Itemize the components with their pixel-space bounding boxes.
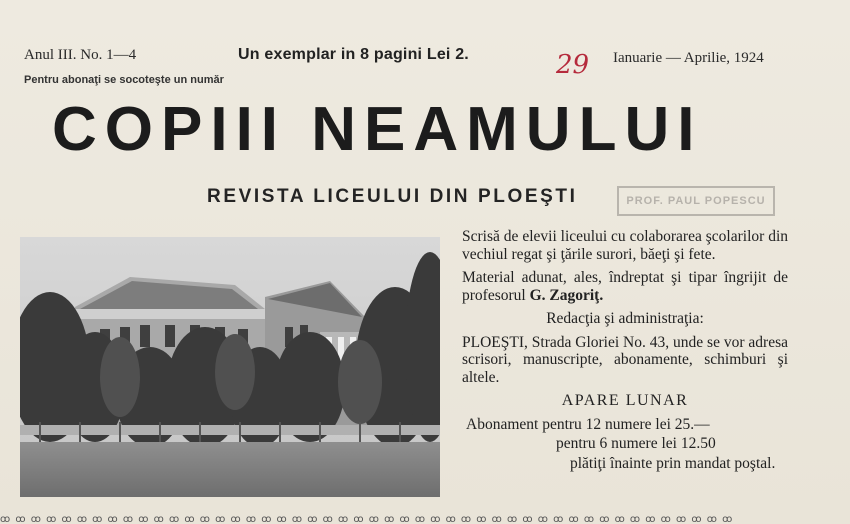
masthead-subtitle: REVISTA LICEULUI DIN PLOEŞTI xyxy=(207,186,578,207)
editor-paragraph xyxy=(462,269,788,304)
editor-name: G. Zagoriţ. xyxy=(529,286,604,304)
issue-date: Ianuarie — Aprilie, 1924 xyxy=(613,50,764,66)
subscriber-note: Pentru abonaţi se socoteşte un număr xyxy=(24,74,224,86)
bottom-ornament-border: ꝏ ꝏ ꝏ ꝏ ꝏ ꝏ ꝏ ꝏ ꝏ ꝏ ꝏ ꝏ ꝏ ꝏ ꝏ ꝏ ꝏ ꝏ ꝏ ꝏ ꝏ ꝏ ꝏ ꝏ ꝏ ꝏ ꝏ ꝏ ꝏ ꝏ ꝏ ꝏ ꝏ ꝏ ꝏ ꝏ ꝏ ꝏ ꝏ ꝏ ꝏ ꝏ ꝏ ꝏ ꝏ ꝏ ꝏ ꝏ xyxy=(0,514,734,524)
handwritten-number: 29 xyxy=(556,50,590,80)
admin-heading: Redacţia şi administraţia: xyxy=(546,310,704,327)
subscription-6: pentru 6 numere lei 12.50 xyxy=(556,435,716,452)
editor-prefix: Material adunat, ales, îndreptat şi tipar îngrijit de profesorul xyxy=(462,269,788,304)
issue-number: Anul III. No. 1—4 xyxy=(24,47,137,63)
payment-note: plătiţi înainte prin mandat poştal. xyxy=(570,454,776,472)
editorial-info xyxy=(462,228,788,472)
price-line: Un exemplar in 8 pagini Lei 2. xyxy=(238,46,469,63)
subscription-12: Abonament pentru 12 numere lei 25.— xyxy=(466,415,710,433)
intro-paragraph: Scrisă de elevii liceului cu colaborarea şcolarilor din vechiul regat şi ţările surori, băeţi şi fete. xyxy=(462,228,788,263)
address-paragraph: PLOEŞTI, Strada Gloriei No. 43, unde se vor adresa scrisori, manuscripte, abonamente, schimburi şi altele. xyxy=(462,333,788,386)
masthead-title: COPIII NEAMULUI xyxy=(52,95,703,164)
school-building-illustration xyxy=(20,237,440,497)
frequency-heading: APARE LUNAR xyxy=(561,392,689,409)
school-building-photo xyxy=(20,237,440,497)
ownership-stamp: PROF. PAUL POPESCU xyxy=(617,186,775,216)
